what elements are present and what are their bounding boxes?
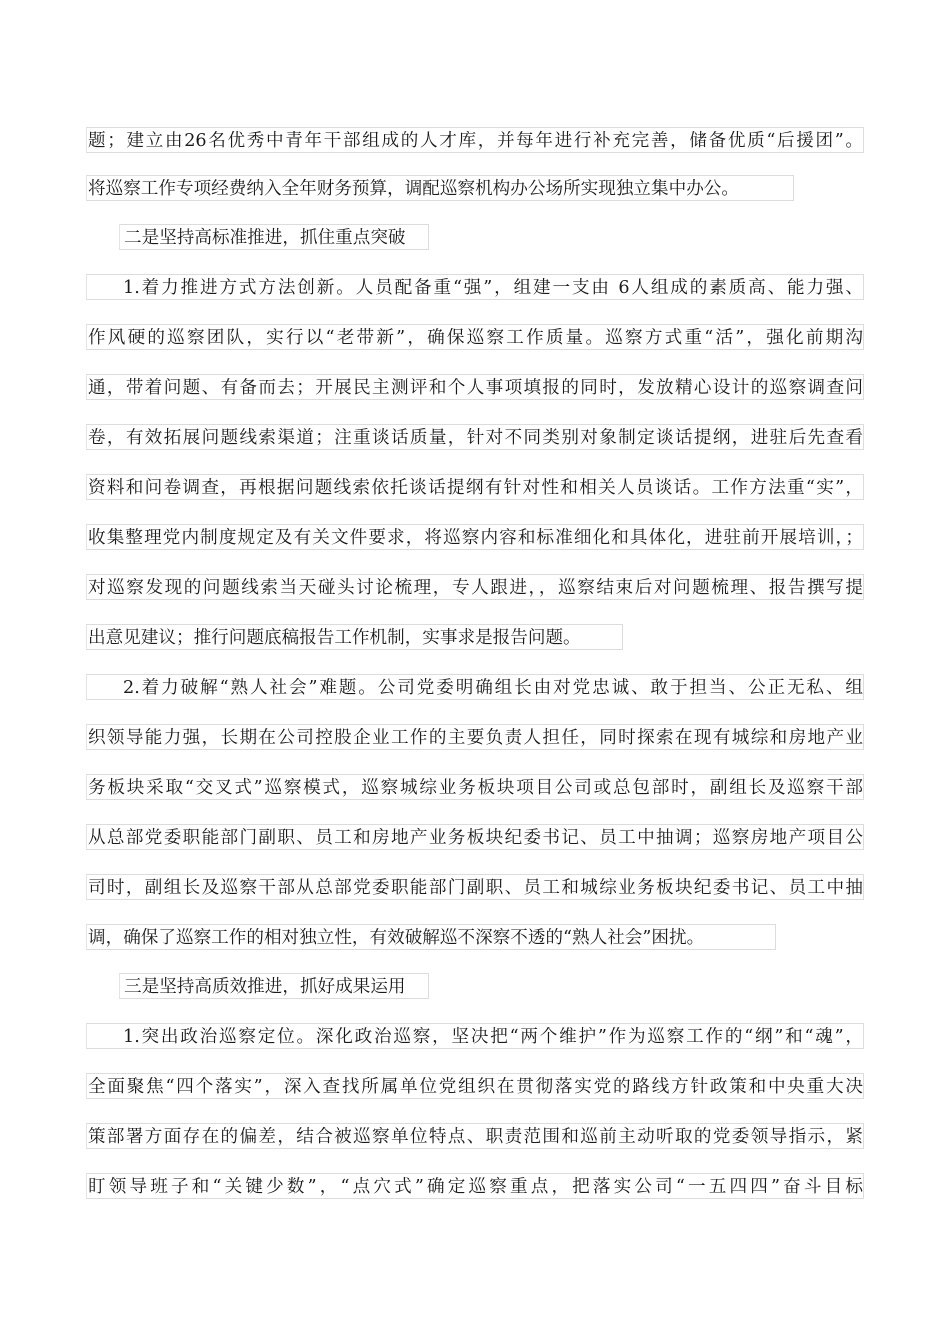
- text-line-14: 务板块采取“交叉式”巡察模式，巡察城综业务板块项目公司或总包部时，副组长及巡察干部: [86, 774, 864, 800]
- text-line-12: 2.着力破解“熟人社会”难题。公司党委明确组长由对党忠诚、敢于担当、公正无私、组: [86, 674, 864, 700]
- text-line-13: 织领导能力强，长期在公司控股企业工作的主要负责人担任，同时探索在现有城综和房地产业: [86, 724, 864, 750]
- text-line-22: 盯领导班子和“关键少数”，“点穴式”确定巡察重点，把落实公司“一五四四”奋斗目标: [86, 1173, 864, 1199]
- text-line-4: 1.着力推进方式方法创新。人员配备重“强”，组建一支由 6人组成的素质高、能力强、: [86, 274, 864, 300]
- text-line-15: 从总部党委职能部门副职、员工和房地产业务板块纪委书记、员工中抽调；巡察房地产项目公: [86, 824, 864, 850]
- section-heading-2: 二是坚持高标准推进，抓住重点突破: [119, 224, 429, 250]
- text-line-20: 全面聚焦“四个落实”，深入查找所属单位党组织在贯彻落实党的路线方针政策和中央重大决: [86, 1073, 864, 1099]
- text-line-9: 收集整理党内制度规定及有关文件要求，将巡察内容和标准细化和具体化，进驻前开展培训，；: [86, 524, 864, 550]
- text-line-21: 策部署方面存在的偏差，结合被巡察单位特点、职责范围和巡前主动听取的党委领导指示，紧: [86, 1123, 864, 1149]
- text-line-19: 1.突出政治巡察定位。深化政治巡察，坚决把“两个维护”作为巡察工作的“纲”和“魂”，: [86, 1023, 864, 1049]
- text-line-1: 题；建立由26名优秀中青年干部组成的人才库，并每年进行补充完善，储备优质“后援团”。: [86, 127, 864, 153]
- text-line-16: 司时，副组长及巡察干部从总部党委职能部门副职、员工和城综业务板块纪委书记、员工中抽: [86, 874, 864, 900]
- section-heading-3: 三是坚持高质效推进，抓好成果运用: [119, 973, 429, 999]
- text-line-2: 将巡察工作专项经费纳入全年财务预算，调配巡察机构办公场所实现独立集中办公。: [86, 175, 794, 201]
- text-line-5: 作风硬的巡察团队，实行以“老带新”，确保巡察工作质量。巡察方式重“活”，强化前期沟: [86, 324, 864, 350]
- text-line-10: 对巡察发现的问题线索当天碰头讨论梳理，专人跟进，，巡察结束后对问题梳理、报告撰写提: [86, 574, 864, 600]
- text-line-6: 通，带着问题、有备而去；开展民主测评和个人事项填报的同时，发放精心设计的巡察调查问: [86, 374, 864, 400]
- text-line-11: 出意见建议；推行问题底稿报告工作机制，实事求是报告问题。: [86, 624, 623, 650]
- text-line-8: 资料和问卷调查，再根据问题线索依托谈话提纲有针对性和相关人员谈话。工作方法重“实”，: [86, 474, 864, 500]
- text-line-17: 调，确保了巡察工作的相对独立性，有效破解巡不深察不透的“熟人社会”困扰。: [86, 924, 776, 950]
- text-line-7: 卷，有效拓展问题线索渠道；注重谈话质量，针对不同类别对象制定谈话提纲，进驻后先查看: [86, 424, 864, 450]
